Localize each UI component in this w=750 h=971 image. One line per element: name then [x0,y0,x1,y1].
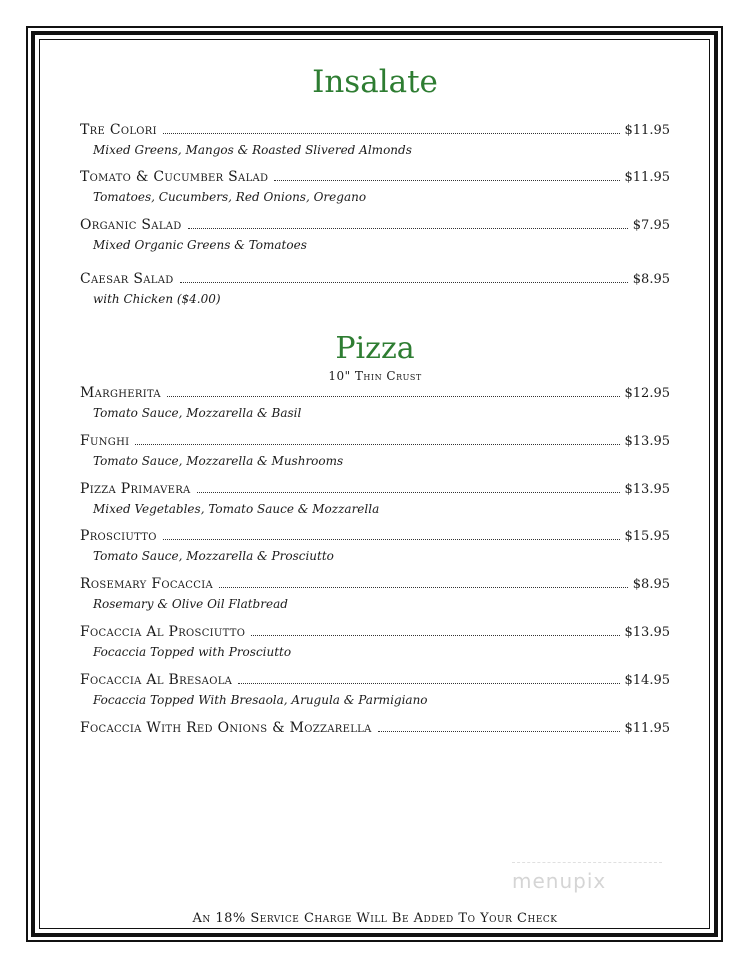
item-name: Margherita [80,385,161,401]
item-name: Focaccia Al Prosciutto [80,624,246,640]
item-name: Caesar Salad [80,271,174,287]
item-price: $14.95 [624,673,670,688]
item-price: $15.95 [624,529,670,544]
menu-item-funghi [80,432,670,469]
item-price: $11.95 [624,170,670,185]
item-price: $13.95 [624,625,670,640]
dot-leader [180,282,628,283]
item-description: Tomato Sauce, Mozzarella & Prosciutto [93,549,334,563]
menu-item-focaccia-al-bresaola [80,671,670,708]
dot-leader [197,492,620,493]
item-price: $8.95 [632,577,670,592]
dot-leader [219,587,628,588]
item-description: Rosemary & Olive Oil Flatbread [93,597,288,611]
dot-leader [163,539,620,540]
dot-leader [135,444,619,445]
item-name: Organic Salad [80,217,182,233]
dot-leader [274,180,619,181]
menu-item-tomato-cucumber-salad [80,168,670,205]
item-description: Mixed Organic Greens & Tomatoes [93,238,307,252]
menu-item-margherita [80,384,670,421]
item-description: with Chicken ($4.00) [93,292,221,306]
item-description: Tomato Sauce, Mozzarella & Mushrooms [93,454,344,468]
menu-item-prosciutto [80,527,670,564]
item-name: Rosemary Focaccia [80,576,213,592]
menu-item-pizza-primavera [80,480,670,517]
item-price: $8.95 [632,272,670,287]
item-price: $12.95 [624,386,670,401]
insalate-title: Insalate [312,64,438,100]
item-description: Mixed Greens, Mangos & Roasted Slivered Almonds [93,143,412,157]
menu-item-focaccia-red-onions-mozzarella [80,719,670,738]
item-name: Tre Colori [80,122,157,138]
item-description: Focaccia Topped With Bresaola, Arugula & Parmigiano [93,693,428,707]
item-price: $13.95 [624,434,670,449]
item-name: Focaccia With Red Onions & Mozzarella [80,720,372,736]
item-name: Funghi [80,433,130,449]
menu-item-organic-salad [80,216,670,253]
menu-item-rosemary-focaccia [80,575,670,612]
item-name: Prosciutto [80,528,157,544]
item-price: $11.95 [624,721,670,736]
item-name: Tomato & Cucumber Salad [80,169,269,185]
item-description: Tomato Sauce, Mozzarella & Basil [93,406,302,420]
dot-leader [378,731,620,732]
item-name: Focaccia Al Bresaola [80,672,233,688]
menupix-watermark: menupix [512,862,662,893]
dot-leader [251,635,619,636]
dot-leader [188,228,628,229]
item-price: $13.95 [624,482,670,497]
item-description: Tomatoes, Cucumbers, Red Onions, Oregano [93,190,367,204]
pizza-subtitle: 10" Thin Crust [328,369,422,383]
menu-item-focaccia-al-prosciutto [80,623,670,660]
item-price: $7.95 [632,218,670,233]
service-charge-note: An 18% Service Charge Will Be Added To Your Check [192,911,558,926]
item-description: Focaccia Topped with Prosciutto [93,645,292,659]
item-name: Pizza Primavera [80,481,191,497]
menu-item-tre-colori [80,121,670,158]
item-price: $11.95 [624,123,670,138]
item-description: Mixed Vegetables, Tomato Sauce & Mozzarella [93,502,380,516]
pizza-title: Pizza [335,331,415,366]
dot-leader [238,683,619,684]
dot-leader [163,133,620,134]
dot-leader [167,396,620,397]
menu-item-caesar-salad [80,270,670,307]
